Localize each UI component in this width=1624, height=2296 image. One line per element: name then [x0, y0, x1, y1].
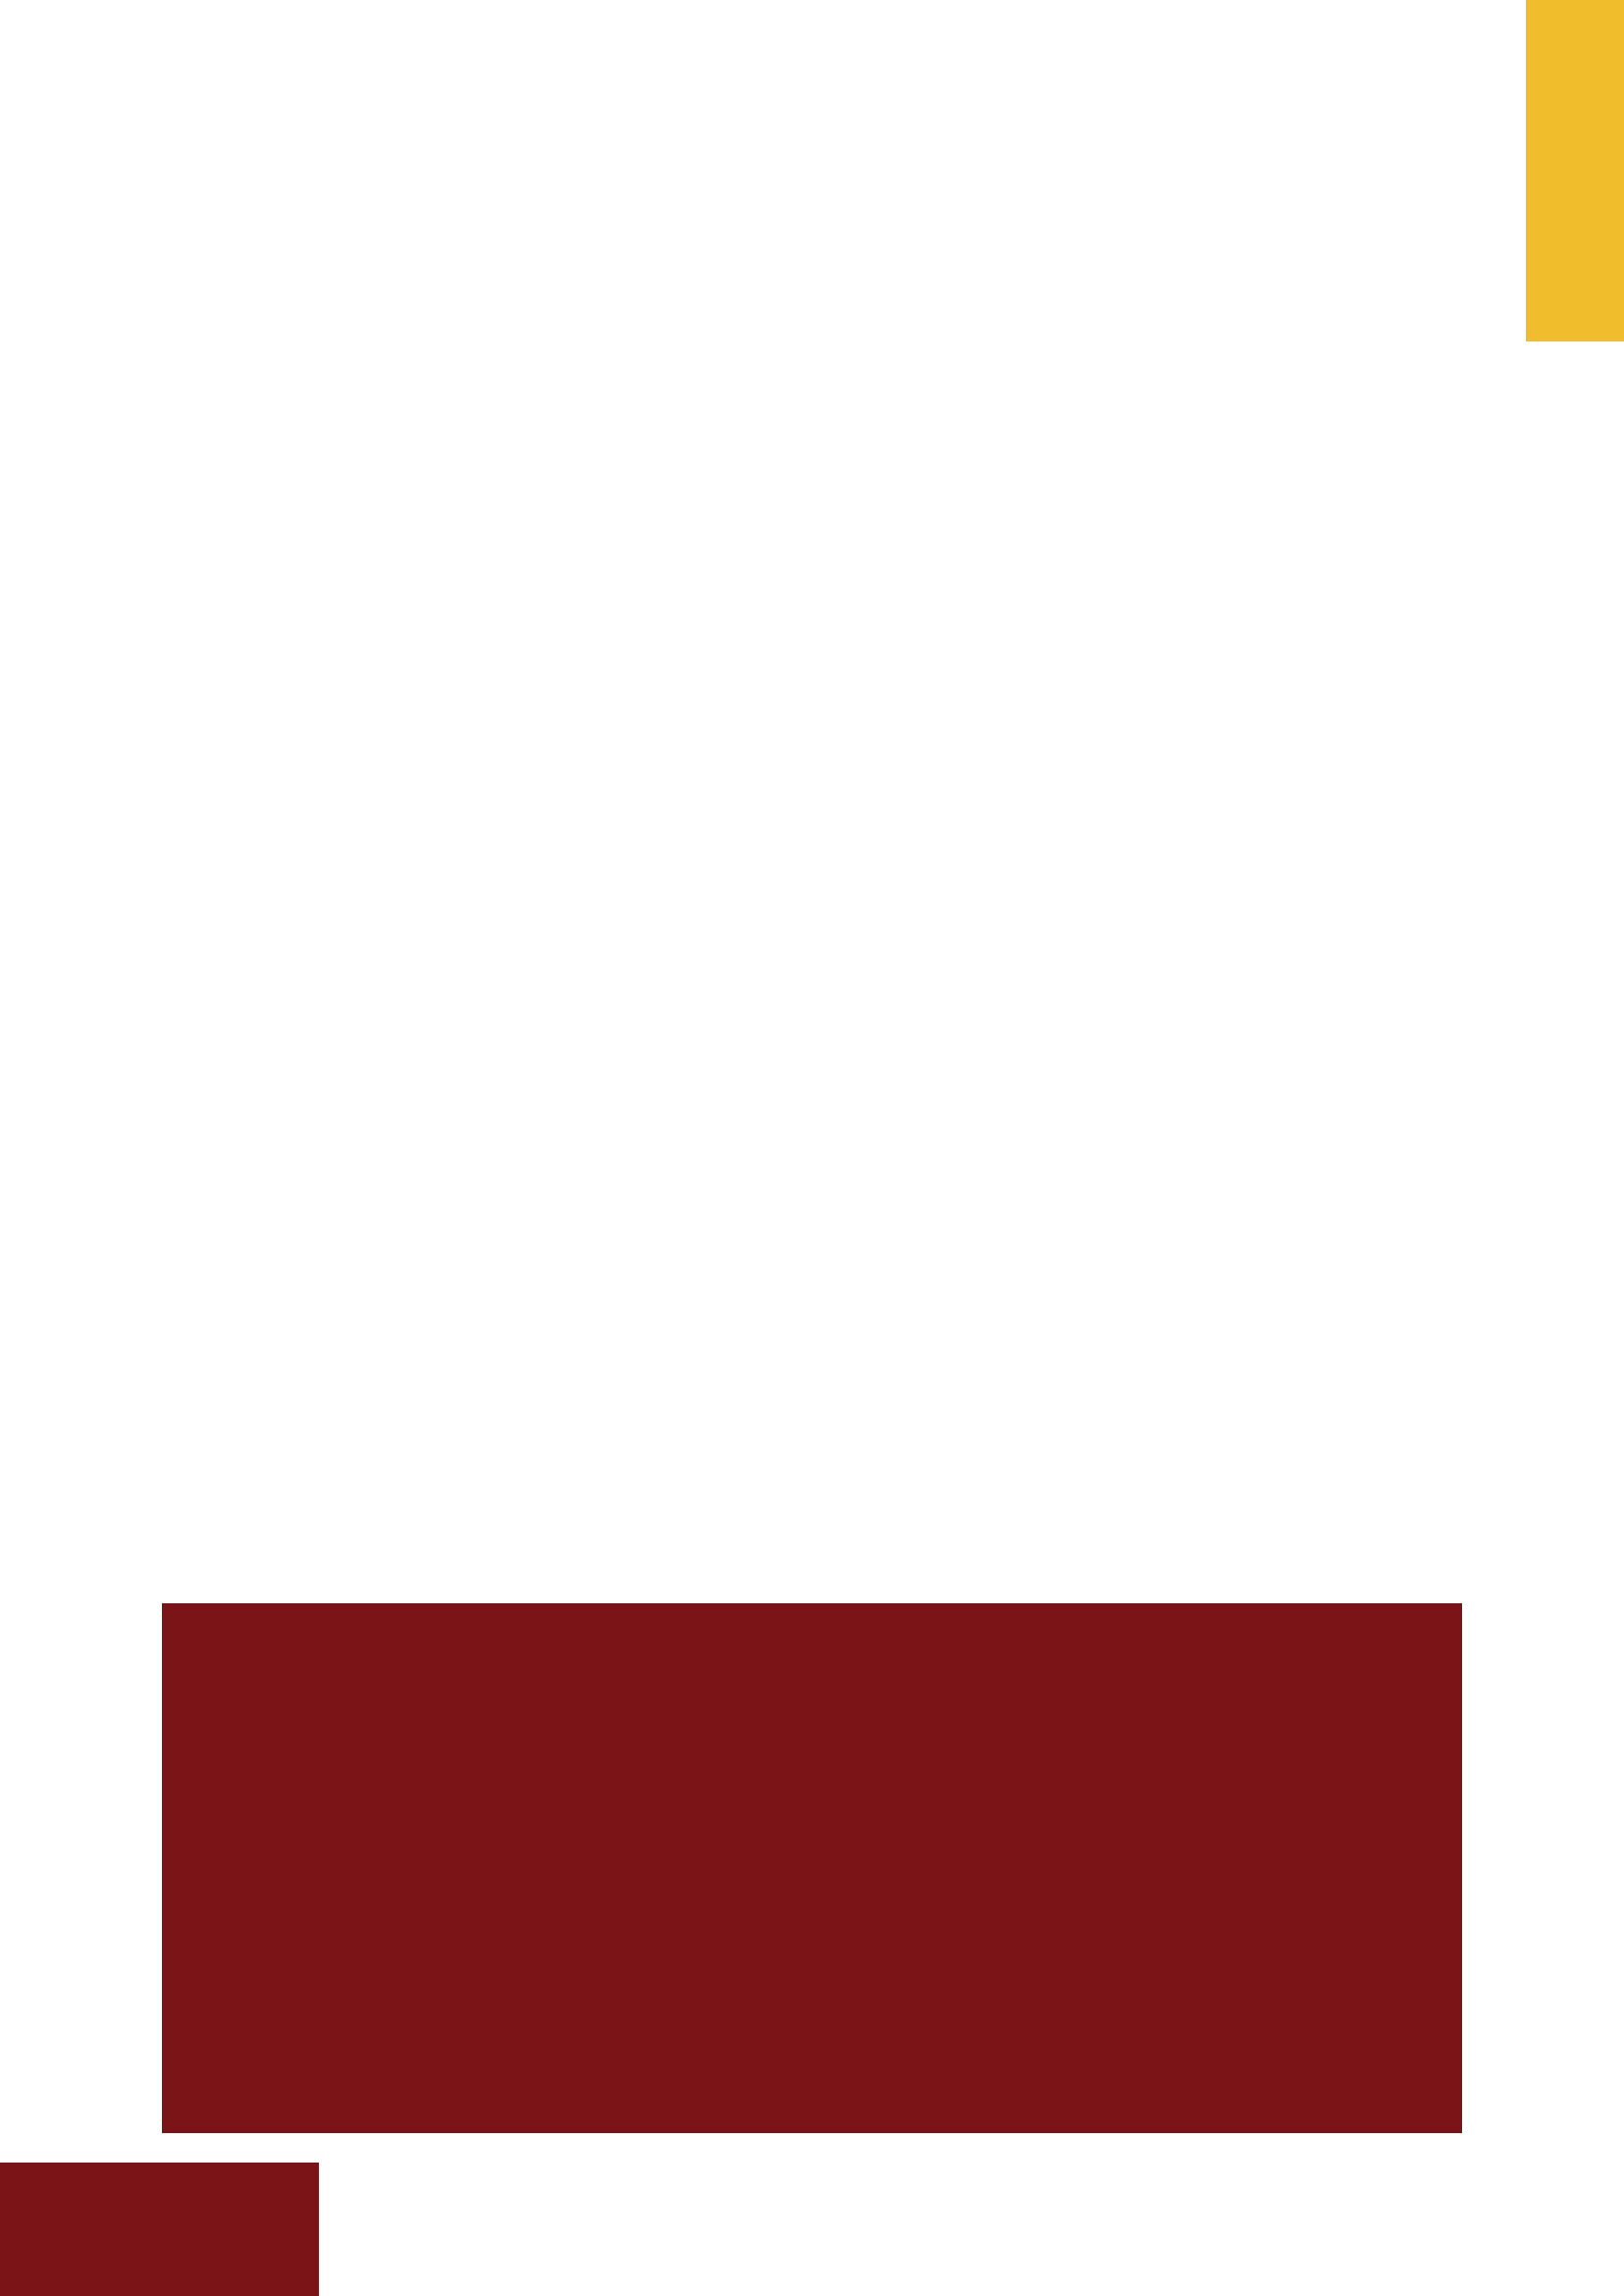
donor-name — [854, 1318, 1344, 1361]
donor-name — [854, 159, 1344, 202]
donor-name — [334, 1006, 726, 1047]
donor-name — [334, 1210, 726, 1251]
left-bottom-donor-list — [334, 842, 726, 1578]
donor-name — [334, 1292, 726, 1333]
donor-name — [854, 287, 1344, 331]
donor-name — [285, 157, 775, 217]
donor-name — [285, 394, 775, 454]
donor-name — [334, 1170, 726, 1211]
donor-name — [854, 1104, 1344, 1147]
gold-accent-bar — [1526, 0, 1624, 341]
donor-name — [854, 1018, 1344, 1061]
donor-name — [285, 454, 775, 514]
donor-name — [285, 217, 775, 277]
donor-name — [854, 1447, 1344, 1490]
donor-name — [854, 631, 1344, 674]
donor-name — [334, 1087, 726, 1128]
donor-name — [854, 674, 1344, 717]
donor-name — [334, 1128, 726, 1170]
donor-name — [854, 1232, 1344, 1276]
donor-name — [854, 502, 1344, 546]
donor-name — [334, 1251, 726, 1292]
donor-name — [854, 331, 1344, 374]
donor-name — [334, 883, 726, 924]
donor-name — [285, 336, 775, 395]
donor-name — [854, 1146, 1344, 1189]
honor-entry — [162, 2019, 535, 2025]
donor-name — [285, 632, 775, 692]
donor-name — [854, 846, 1344, 889]
donor-name — [334, 1455, 726, 1496]
donor-name — [285, 513, 775, 573]
honor-entry — [540, 2019, 1030, 2025]
donor-name — [854, 1061, 1344, 1104]
donor-name — [854, 1276, 1344, 1319]
donor-name — [334, 1496, 726, 1538]
memory-honor-panel — [162, 1603, 1462, 2133]
red-accent-block — [0, 2163, 319, 2296]
donor-name — [854, 760, 1344, 804]
donor-name — [334, 1538, 726, 1579]
donor-name — [854, 245, 1344, 288]
donor-name — [854, 1189, 1344, 1232]
donor-name — [854, 459, 1344, 502]
right-donor-list — [854, 159, 1344, 1576]
donor-name — [854, 1361, 1344, 1404]
donor-name — [334, 1415, 726, 1456]
donor-name — [854, 717, 1344, 760]
donor-name — [334, 1046, 726, 1087]
donor-name — [854, 417, 1344, 460]
donor-name — [854, 974, 1344, 1018]
donor-name — [285, 573, 775, 633]
donor-name — [334, 842, 726, 883]
donor-name — [334, 923, 726, 965]
donor-name — [285, 276, 775, 336]
donor-name — [334, 965, 726, 1006]
donor-name — [854, 1404, 1344, 1447]
donor-name — [334, 1374, 726, 1415]
donor-name — [854, 589, 1344, 632]
donor-name — [854, 374, 1344, 417]
donor-name — [334, 1332, 726, 1374]
donor-name — [854, 1489, 1344, 1533]
donor-name — [854, 202, 1344, 245]
honor-entry — [1094, 2019, 1418, 2025]
left-top-donor-list — [285, 157, 775, 692]
donor-name — [854, 889, 1344, 932]
donor-name — [854, 932, 1344, 975]
donor-name — [854, 803, 1344, 846]
donor-name — [854, 546, 1344, 589]
donor-name — [854, 1533, 1344, 1576]
